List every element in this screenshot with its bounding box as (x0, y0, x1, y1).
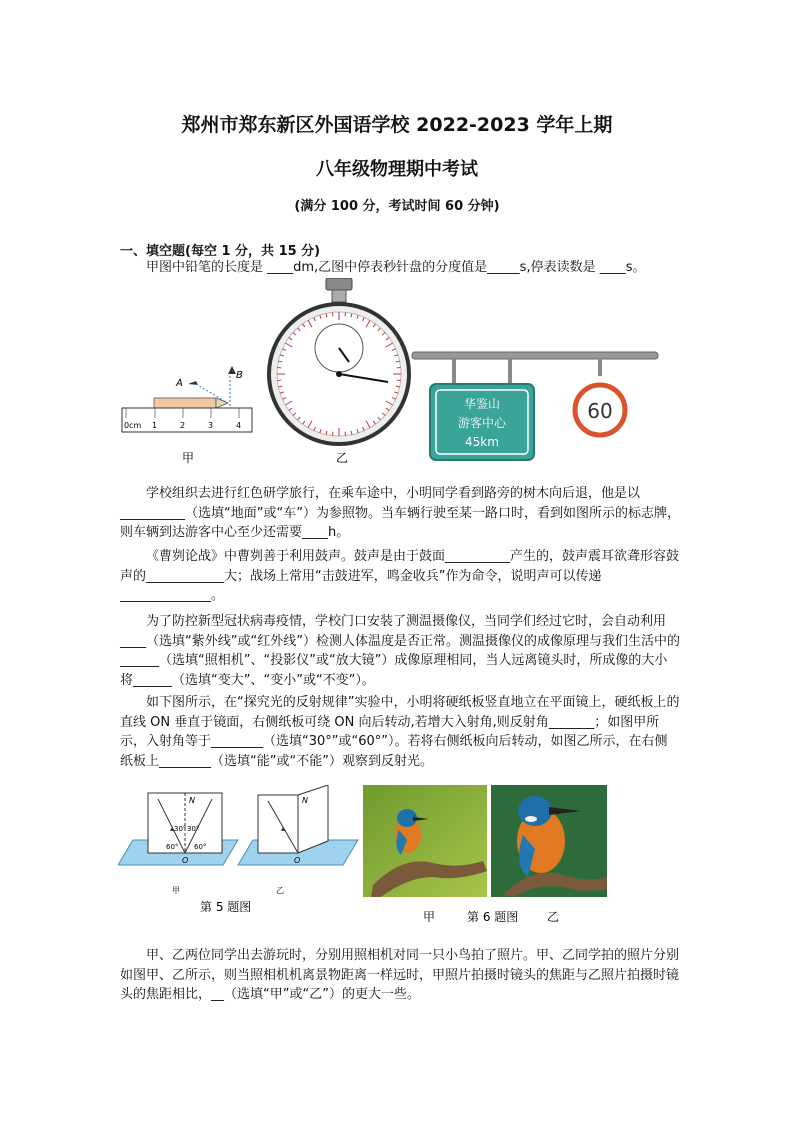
angle-30-left: 30° (174, 825, 187, 833)
caption-jia: 甲 (182, 451, 195, 465)
sign-line-3: 45km (465, 435, 499, 449)
question-2: 学校组织去进行红色研学旅行，在乘车途中，小明同学看到路旁的树木向后退，他是以__________（选填“地面”或“车”）为参照物。当车辆行驶至某一路口时，看到如图所示的标志牌，则车辆到达游客中心至少还需要____h。 (120, 486, 680, 540)
sign-line-2: 游客中心 (457, 416, 507, 430)
ruler-label-2: 2 (180, 421, 186, 430)
reflection-diagram-b (238, 785, 358, 865)
fig6-caption-jia: 甲 (423, 910, 436, 924)
fig6-caption-yi: 乙 (547, 910, 560, 924)
label-o-a: O (182, 856, 189, 865)
sign-line-1: 华鉴山 (463, 397, 501, 411)
ruler-label-0: 0cm (124, 421, 142, 430)
question-4: 为了防控新型冠状病毒疫情，学校门口安装了测温摄像仪，当同学们经过它时，会自动利用____（选填“紫外线”或“红外线”）检测人体温度是否正常。测温摄像仪的成像原理与我们生活中的______（选填“照相机”、“投影仪”或“放大镜”）成像原理相同，当人远离镜头时，所成像的大小将______（选填“变大”、“变小”或“不变”）。 (120, 614, 680, 688)
fig6-caption: 第 6 题图 (467, 910, 519, 924)
reflection-diagram-a (118, 793, 238, 865)
label-a: A (176, 378, 183, 389)
label-b: B (236, 370, 243, 381)
angle-30-right: 30° (187, 825, 200, 833)
stopwatch (269, 278, 409, 444)
label-o-b: O (294, 856, 301, 865)
figure-5 (118, 785, 363, 915)
ruler-label-1: 1 (152, 421, 158, 430)
school-title: 郑州市郑东新区外国语学校 2022-2023 学年上期 (181, 114, 613, 136)
pencil-ruler-diagram (122, 366, 252, 432)
photo-jia (363, 785, 487, 897)
angle-60-right: 60° (194, 843, 207, 851)
fig5-caption-yi: 乙 (276, 886, 284, 895)
exam-info: (满分 100 分，考试时间 60 分钟) (294, 199, 500, 214)
label-n-b: N (302, 796, 308, 805)
exam-title: 八年级物理期中考试 (316, 159, 478, 180)
angle-60-left: 60° (166, 843, 179, 851)
question-5: 如下图所示，在“探究光的反射规律”实验中，小明将硬纸板竖直地立在平面镜上，硬纸板上的直线 ON 垂直于镜面，右侧纸板可绕 ON 向后转动,若增大入射角,则反射角_______；如图甲所示，入射角等于________（选填“30°”或“60°”）。若将右侧纸板向后转动，如图乙所示，在右侧纸板上________（选填“能”或“不能”）观察到反射光。 (120, 695, 680, 769)
eye-b-icon (228, 366, 236, 374)
question-1: 甲图中铅笔的长度是 ____dm,乙图中停表秒针盘的分度值是_____s,停表读数是 ____s。 (146, 260, 646, 275)
ruler-label-3: 3 (208, 421, 214, 430)
speed-limit-value: 60 (587, 399, 613, 423)
ruler-label-4: 4 (236, 421, 242, 430)
fig5-caption: 第 5 题图 (200, 900, 252, 914)
question-6: 甲、乙两位同学出去游玩时，分别用照相机对同一只小鸟拍了照片。甲、乙同学拍的照片分别如图甲、乙所示，则当照相机机离景物距离一样远时，甲照片拍摄时镜头的焦距与乙照片拍摄时镜头的焦距相比，__（选填“甲”或“乙”）的更大一些。 (120, 948, 680, 1002)
figure-1 (118, 278, 668, 468)
fig5-caption-jia: 甲 (172, 886, 180, 895)
photo-yi (491, 785, 607, 897)
road-sign-assembly (412, 352, 658, 460)
caption-yi: 乙 (336, 451, 349, 465)
section-heading: 一、填空题(每空 1 分，共 15 分) (120, 244, 321, 259)
figure-6 (363, 785, 607, 930)
label-n-a: N (189, 796, 195, 805)
question-3: 《曹刿论战》中曹刿善于利用鼓声。鼓声是由于鼓面__________产生的，鼓声震耳欲聋形容鼓声的____________大；战场上常用“击鼓进军，鸣金收兵”作为命令，说明声可以传递 ______________。 (120, 549, 680, 603)
